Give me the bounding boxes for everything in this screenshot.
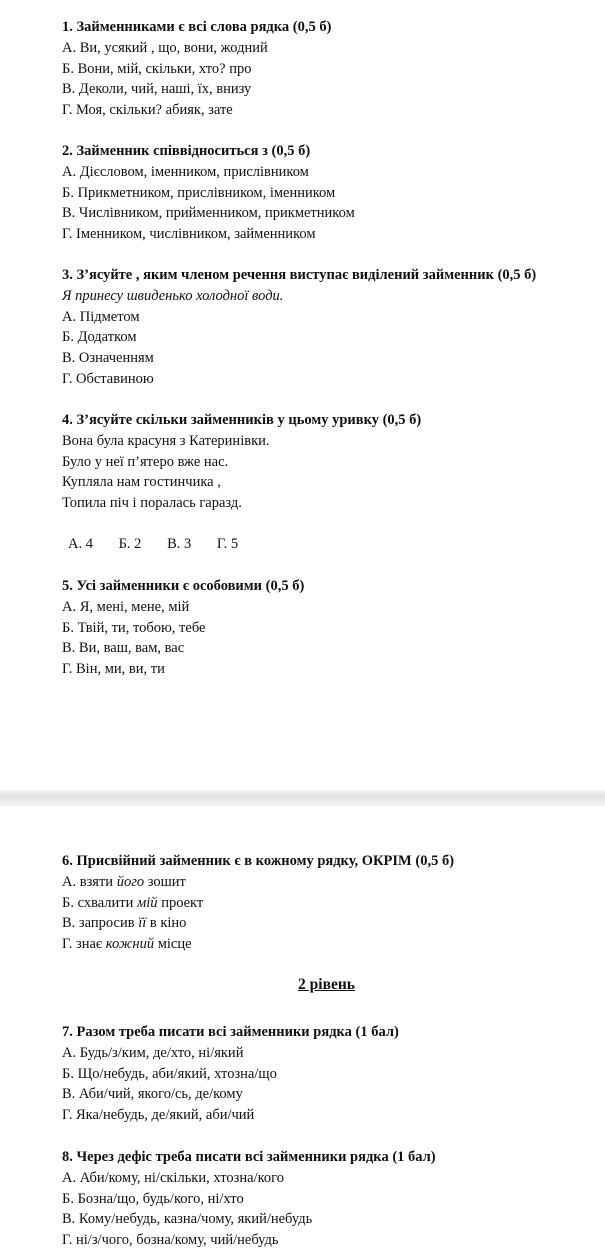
highlighted-pronoun: його	[116, 874, 145, 890]
option-text: проект	[157, 894, 204, 911]
option-b: Б. Твій, ти, тобою, тебе	[62, 619, 206, 636]
answer-a: А. 4	[68, 536, 93, 552]
option-text: Б. схвалити	[62, 894, 138, 911]
highlighted-pronoun: її	[138, 915, 147, 932]
poem-line: Топила піч і поралась гаразд.	[62, 495, 242, 512]
question-title: 3. З’ясуйте , яким членом речення виступає виділений займенник (0,5 б)	[62, 267, 537, 283]
option-c: В. Означенням	[62, 350, 154, 367]
option-d: Г. Іменником, числівником, займенником	[62, 226, 316, 243]
option-d: Г. ні/з/чого, бозна/кому, чий/небудь	[62, 1232, 279, 1249]
option-text: в кіно	[146, 915, 187, 932]
option-b: Б. Вони, мій, скільки, хто? про	[62, 60, 252, 77]
option-a: А. Ви, усякий , що, вони, жодний	[62, 40, 268, 56]
question-1	[62, 17, 602, 121]
option-c: В. Деколи, чий, наші, їх, внизу	[62, 81, 252, 98]
option-a: А. Будь/з/ким, де/хто, ні/який	[62, 1045, 244, 1061]
option-b	[62, 893, 602, 914]
option-d: Г. Він, ми, ви, ти	[62, 661, 165, 678]
option-d	[62, 934, 602, 955]
poem-line: Купляла нам гостинчика ,	[62, 474, 221, 491]
poem-line: Було у неї п’ятеро вже нас.	[62, 453, 229, 470]
question-3	[62, 265, 602, 389]
option-c: В. Кому/небудь, казна/чому, який/небудь	[62, 1211, 313, 1228]
option-b: Б. Прикметником, прислівником, іменником	[62, 184, 336, 201]
question-8	[62, 1147, 602, 1251]
question-title: 4. З’ясуйте скільки займенників у цьому уривку (0,5 б)	[62, 412, 422, 428]
option-b: Б. Додатком	[62, 329, 137, 346]
option-a: А. Підметом	[62, 308, 140, 325]
option-c	[62, 913, 602, 934]
option-c: В. Аби/чий, якого/сь, де/кому	[62, 1086, 243, 1103]
highlighted-pronoun: кожний	[105, 936, 155, 953]
question-title: 2. Займенник співвідноситься з (0,5 б)	[62, 143, 311, 159]
answer-b: Б. 2	[118, 536, 142, 552]
question-title: 5. Усі займенники є особовими (0,5 б)	[62, 578, 305, 594]
answer-d: Г. 5	[216, 536, 239, 552]
option-a: А. Я, мені, мене, мій	[62, 599, 190, 615]
option-text: зошит	[144, 874, 186, 890]
question-title: 6. Присвійний займенник є в кожному рядку, ОКРІМ (0,5 б)	[62, 853, 455, 869]
poem-line: Вона була красуня з Катеринівки.	[62, 433, 270, 449]
option-d: Г. Обставиною	[62, 370, 154, 387]
answer-choices	[68, 536, 260, 553]
option-text: місце	[154, 936, 192, 953]
option-text: В. запросив	[62, 915, 139, 932]
level-heading: 2 рівень	[298, 976, 355, 993]
question-title: 1. Займенниками є всі слова рядка (0,5 б)	[62, 19, 332, 35]
option-text: А. взяти	[62, 874, 117, 890]
question-5	[62, 576, 602, 680]
question-6	[62, 851, 602, 955]
option-a: А. Дієсловом, іменником, прислівником	[62, 164, 309, 180]
question-4	[62, 410, 602, 514]
option-a	[62, 872, 602, 893]
option-d: Г. Моя, скільки? абияк, зате	[62, 102, 233, 119]
question-2	[62, 141, 602, 245]
option-c: В. Числівником, прийменником, прикметником	[62, 205, 355, 222]
option-a: А. Аби/кому, ні/скільки, хтозна/кого	[62, 1170, 284, 1186]
answer-c: В. 3	[167, 536, 192, 552]
question-title: 8. Через дефіс треба писати всі займенники рядка (1 бал)	[62, 1149, 436, 1165]
option-b: Б. Бозна/що, будь/кого, ні/хто	[62, 1190, 244, 1207]
option-b: Б. Що/небудь, аби/який, хтозна/що	[62, 1065, 277, 1082]
question-title: 7. Разом треба писати всі займенники рядка (1 бал)	[62, 1024, 399, 1040]
highlighted-pronoun: мій	[137, 894, 158, 911]
question-7	[62, 1022, 602, 1126]
option-c: В. Ви, ваш, вам, вас	[62, 640, 185, 657]
option-text: Г. знає	[62, 936, 106, 953]
page-separator	[0, 790, 605, 806]
example-sentence: Я принесу швиденько холодної води.	[62, 288, 284, 304]
option-d: Г. Яка/небудь, де/який, аби/чий	[62, 1107, 255, 1124]
